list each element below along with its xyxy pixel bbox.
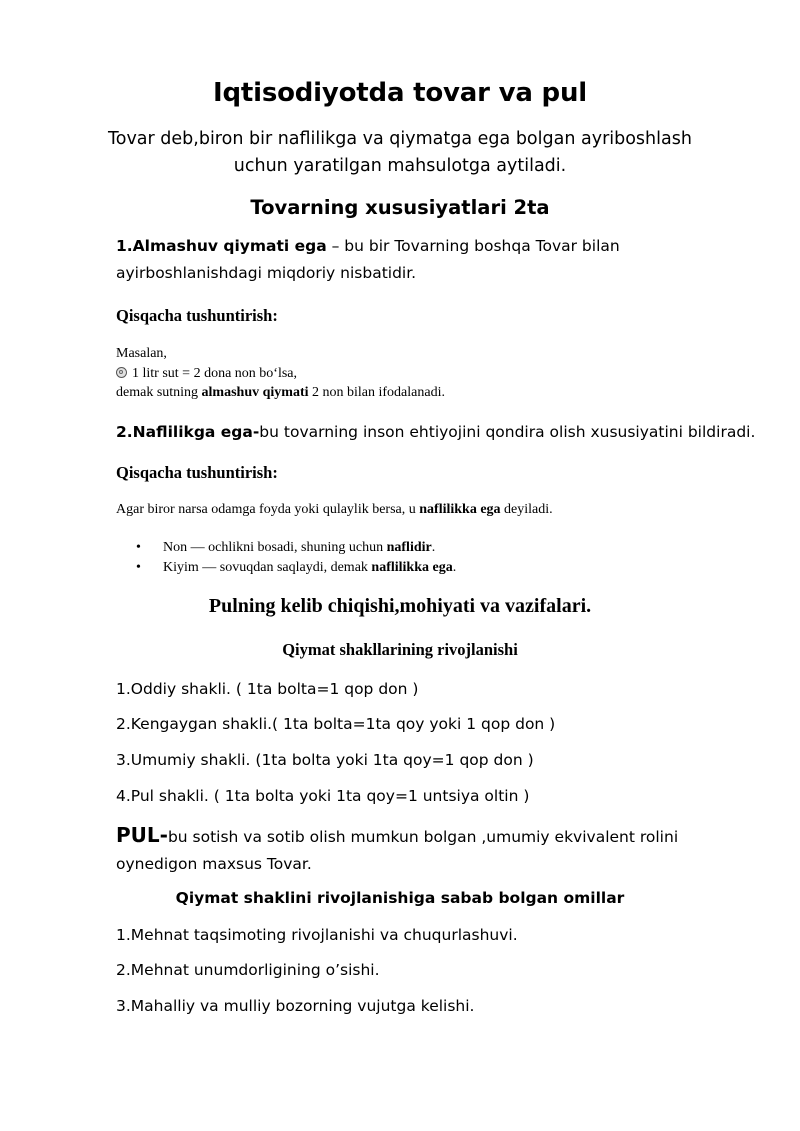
money-definition-line-2: oynedigon maxsus Tovar. <box>116 855 312 873</box>
intro-line-2: uchun yaratilgan mahsulotga aytiladi. <box>233 156 567 176</box>
explanation-1-heading: Qisqacha tushuntirish: <box>116 306 278 325</box>
explanation-2-pre: Agar biror narsa odamga foyda yoki qulaylik bersa, u <box>116 502 420 517</box>
value-form-4: 4.Pul shakli. ( 1ta bolta yoki 1ta qoy=1 untsiya oltin ) <box>116 787 530 805</box>
factor-3: 3.Mahalliy va mulliy bozorning vujutga kelishi. <box>116 997 475 1015</box>
page-title: Iqtisodiyotda tovar va pul <box>213 78 587 108</box>
example-line-3 <box>116 383 756 403</box>
money-definition-text-1: bu sotish va sotib olish mumkun bolgan ,umumiy ekvivalent rolini <box>167 828 679 846</box>
example-line-3-bold: almashuv qiymati <box>201 385 309 400</box>
intro-paragraph <box>0 126 800 180</box>
explanation-2-post: deyiladi. <box>500 502 553 517</box>
property-2-paragraph <box>116 419 756 446</box>
list-item <box>130 538 730 558</box>
intro-line-1: Tovar deb,biron bir naflilikga va qiymatga ega bolgan ayriboshlash <box>108 129 692 149</box>
bullet-2-bold: naflilikka ega <box>371 559 453 575</box>
examples-bullet-list <box>130 538 730 577</box>
example-line-2 <box>116 364 756 384</box>
property-1-label: 1.Almashuv qiymati ega <box>116 237 327 255</box>
example-line-3-pre: demak sutning <box>116 385 202 400</box>
value-form-3: 3.Umumiy shakli. (1ta bolta yoki 1ta qoy=1 qop don ) <box>116 751 534 769</box>
value-form-1: 1.Oddiy shakli. ( 1ta bolta=1 qop don ) <box>116 680 419 698</box>
factor-1: 1.Mehnat taqsimoting rivojlanishi va chuqurlashuvi. <box>116 926 518 944</box>
money-section-heading: Pulning kelib chiqishi,mohiyati va vazifalari. <box>208 595 592 617</box>
value-form-2: 2.Kengaygan shakli.( 1ta bolta=1ta qoy yoki 1 qop don ) <box>116 715 556 733</box>
bullet-icon: • <box>136 559 141 575</box>
explanation-1-body <box>116 344 756 403</box>
value-forms-heading: Qiymat shakllarining rivojlanishi <box>282 640 518 659</box>
money-term: PUL- <box>116 823 168 847</box>
bullet-icon: • <box>136 540 141 555</box>
list-item <box>130 558 730 578</box>
bullet-1-post: . <box>431 540 436 555</box>
properties-heading: Tovarning xususiyatlari 2ta <box>250 196 550 219</box>
factors-heading: Qiymat shaklini rivojlanishiga sabab bolgan omillar <box>175 889 625 907</box>
money-definition <box>116 822 756 878</box>
explanation-2-text <box>116 502 756 518</box>
money-definition-line-1 <box>116 822 756 851</box>
example-line-1: Masalan, <box>116 346 167 361</box>
example-line-2-text: 1 litr sut = 2 dona non bo‘lsa, <box>132 365 297 381</box>
bullet-1-bold: naflidir <box>386 540 432 555</box>
property-1-paragraph <box>116 233 756 287</box>
bullet-1-pre: Non — ochlikni bosadi, shuning uchun <box>163 540 387 555</box>
explanation-2-heading: Qisqacha tushuntirish: <box>116 463 278 482</box>
explanation-2-bold: naflilikka ega <box>419 502 501 517</box>
example-line-3-post: 2 non bilan ifodalanadi. <box>308 385 445 400</box>
property-2-text: bu tovarning inson ehtiyojini qondira olish xususiyatini bildiradi. <box>259 423 756 441</box>
bullet-2-post: . <box>452 559 457 575</box>
bullet-2-pre: Kiyim — sovuqdan saqlaydi, demak <box>163 559 372 575</box>
property-2-label: 2.Naflilikga ega- <box>116 423 260 441</box>
coin-icon <box>116 367 127 378</box>
factor-2: 2.Mehnat unumdorligining o’sishi. <box>116 961 380 979</box>
property-1-text: – bu bir Tovarning boshqa Tovar bilan ayirboshlanishdagi miqdoriy nisbatidir. <box>116 237 620 282</box>
